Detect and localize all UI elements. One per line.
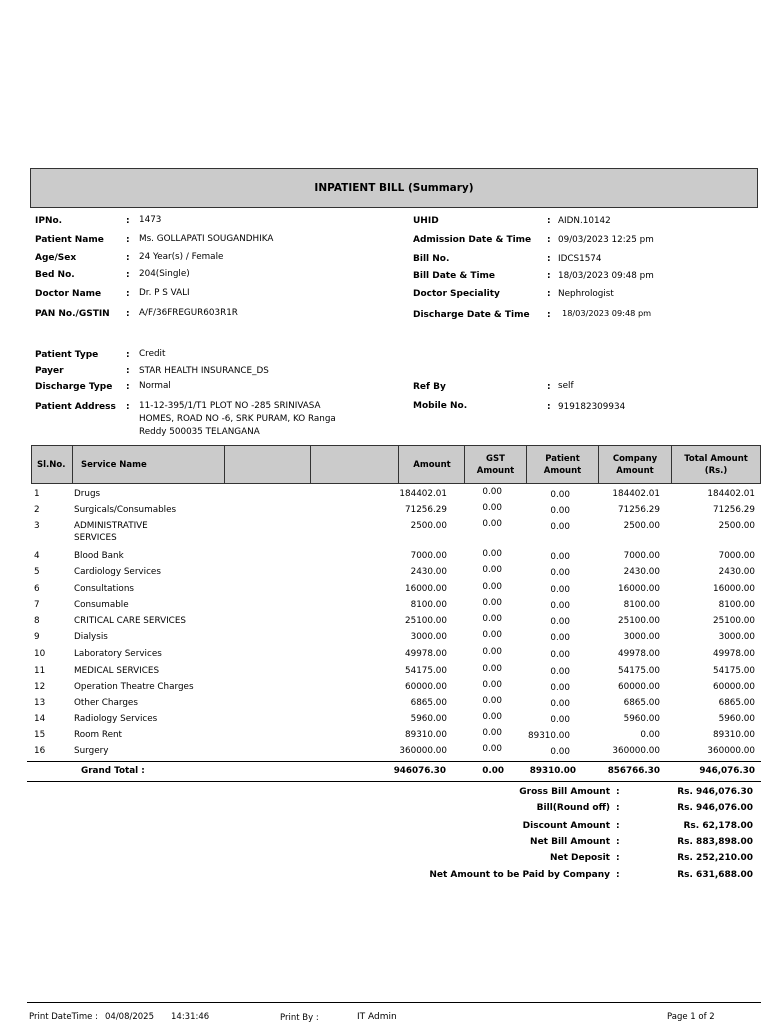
cell-service: Surgicals/Consumables (74, 505, 177, 515)
summary-value: Rs. 946,076.00 (677, 803, 753, 813)
cell-company: 5960.00 (623, 714, 660, 724)
cell-total: 6865.00 (718, 698, 755, 708)
cell-amount: 49978.00 (405, 649, 447, 659)
colon: : (547, 235, 551, 245)
summary-value: Rs. 946,076.30 (677, 787, 753, 797)
bill-no-value: IDCS1574 (558, 254, 602, 264)
uhid-value: AIDN.10142 (558, 216, 611, 226)
page-number: Page 1 of 2 (667, 1012, 715, 1022)
cell-company: 49978.00 (618, 649, 660, 659)
summary-value: Rs. 883,898.00 (677, 837, 753, 847)
cell-service: Consultations (74, 584, 134, 594)
summary-label: Net Bill Amount (530, 837, 610, 847)
cell-total: 2430.00 (718, 567, 755, 577)
doctor-speciality-label: Doctor Speciality (413, 289, 500, 299)
cell-patient: 0.00 (550, 490, 570, 500)
cell-service: Other Charges (74, 698, 138, 708)
cell-gst: 0.00 (482, 487, 502, 497)
cell-company: 60000.00 (618, 682, 660, 692)
colon: : (126, 309, 130, 319)
colon: : (126, 366, 130, 376)
bill-datetime-label: Bill Date & Time (413, 271, 496, 281)
cell-amount: 71256.29 (405, 505, 447, 515)
cell-service: Room Rent (74, 730, 123, 740)
cell-total: 71256.29 (713, 505, 755, 515)
cell-total: 360000.00 (707, 746, 755, 756)
cell-company: 2430.00 (623, 567, 660, 577)
patient-type-label: Patient Type (35, 350, 99, 360)
cell-patient: 89310.00 (528, 731, 570, 741)
colon: : (547, 271, 551, 281)
summary-label: Discount Amount (522, 821, 610, 831)
cell-gst: 0.00 (482, 598, 502, 608)
print-date: 04/08/2025 (105, 1012, 154, 1022)
pan-gstin-value: A/F/36FREGUR603R1R (139, 308, 238, 318)
cell-sl: 2 (34, 505, 40, 515)
summary-label: Net Deposit (549, 853, 610, 863)
cell-amount: 60000.00 (405, 682, 447, 692)
cell-total: 60000.00 (713, 682, 755, 692)
discharge-datetime-label: Discharge Date & Time (413, 310, 530, 320)
print-time: 14:31:46 (171, 1012, 210, 1022)
colon: : (126, 402, 130, 412)
cell-service-continued: SERVICES (74, 533, 117, 543)
cell-gst: 0.00 (482, 680, 502, 690)
cell-gst: 0.00 (482, 712, 502, 722)
ipno-value: 1473 (139, 215, 162, 225)
uhid-label: UHID (413, 216, 439, 226)
address-line: Reddy 500035 TELANGANA (139, 427, 260, 437)
summary-label: Net Amount to be Paid by Company (429, 870, 610, 880)
colon: : (126, 270, 130, 280)
mobile-no-value: 919182309934 (558, 402, 626, 412)
payer-label: Payer (35, 366, 64, 376)
ipno-label: IPNo. (35, 216, 63, 226)
grand-total-gst: 0.00 (482, 766, 504, 776)
doctor-name-label: Doctor Name (35, 289, 102, 299)
cell-gst: 0.00 (482, 728, 502, 738)
cell-company: 25100.00 (618, 616, 660, 626)
cell-patient: 0.00 (550, 667, 570, 677)
cell-amount: 54175.00 (405, 666, 447, 676)
patient-address-value (139, 400, 349, 439)
col-header-blank (224, 446, 311, 483)
grand-total-bottom-rule (27, 781, 761, 782)
grand-total-top-rule (27, 761, 761, 762)
patient-name-value: Ms. GOLLAPATI SOUGANDHIKA (139, 234, 274, 244)
cell-total: 2500.00 (718, 521, 755, 531)
pan-gstin-label: PAN No./GSTIN (35, 309, 110, 319)
col-header-gst-amount: GST Amount (464, 446, 526, 483)
cell-amount: 89310.00 (405, 730, 447, 740)
cell-total: 5960.00 (718, 714, 755, 724)
cell-amount: 8100.00 (410, 600, 447, 610)
cell-amount: 3000.00 (410, 632, 447, 642)
cell-company: 0.00 (640, 730, 660, 740)
cell-amount: 6865.00 (410, 698, 447, 708)
col-header-total-amount: Total Amount (Rs.) (671, 446, 760, 483)
cell-patient: 0.00 (550, 585, 570, 595)
colon: : (547, 216, 551, 226)
cell-total: 25100.00 (713, 616, 755, 626)
age-sex-value: 24 Year(s) / Female (139, 252, 224, 262)
bed-no-value: 204(Single) (139, 269, 190, 279)
cell-total: 184402.01 (707, 489, 755, 499)
cell-patient: 0.00 (550, 650, 570, 660)
cell-gst: 0.00 (482, 565, 502, 575)
cell-sl: 5 (34, 567, 40, 577)
bill-datetime-value: 18/03/2023 09:48 pm (558, 271, 654, 281)
cell-sl: 4 (34, 551, 40, 561)
cell-service: ADMINISTRATIVE (74, 521, 148, 531)
summary-value: Rs. 631,688.00 (677, 870, 753, 880)
col-header-slno: Sl.No. (37, 459, 66, 470)
colon: : (616, 870, 620, 880)
patient-name-label: Patient Name (35, 235, 104, 245)
cell-patient: 0.00 (550, 568, 570, 578)
cell-gst: 0.00 (482, 503, 502, 513)
grand-total-label: Grand Total : (81, 766, 145, 776)
cell-sl: 6 (34, 584, 40, 594)
colon: : (126, 253, 130, 263)
address-line: 11-12-395/1/T1 PLOT NO -285 SRINIVASA (139, 401, 321, 411)
col-header-blank (310, 446, 399, 483)
cell-sl: 9 (34, 632, 40, 642)
cell-gst: 0.00 (482, 549, 502, 559)
discharge-datetime-value: 18/03/2023 09:48 pm (562, 308, 652, 318)
cell-gst: 0.00 (482, 647, 502, 657)
cell-patient: 0.00 (550, 522, 570, 532)
cell-amount: 184402.01 (399, 489, 447, 499)
cell-service: Consumable (74, 600, 129, 610)
cell-sl: 15 (34, 730, 46, 740)
cell-sl: 10 (34, 649, 46, 659)
colon: : (126, 289, 130, 299)
cell-service: Blood Bank (74, 551, 124, 561)
cell-service: Drugs (74, 489, 101, 499)
cell-company: 16000.00 (618, 584, 660, 594)
ref-by-label: Ref By (413, 382, 446, 392)
cell-service: Operation Theatre Charges (74, 682, 194, 692)
print-datetime-label: Print DateTime : (29, 1012, 98, 1022)
summary-value: Rs. 252,210.00 (677, 853, 753, 863)
cell-total: 89310.00 (713, 730, 755, 740)
colon: : (616, 803, 620, 813)
doctor-speciality-value: Nephrologist (558, 289, 614, 299)
cell-patient: 0.00 (550, 617, 570, 627)
cell-total: 54175.00 (713, 666, 755, 676)
cell-amount: 2430.00 (410, 567, 447, 577)
cell-total: 16000.00 (713, 584, 755, 594)
cell-amount: 7000.00 (410, 551, 447, 561)
doctor-name-value: Dr. P S VALI (139, 288, 190, 298)
cell-amount: 2500.00 (410, 521, 447, 531)
footer-rule (27, 1002, 761, 1003)
cell-service: Dialysis (74, 632, 108, 642)
grand-total-amount: 946076.30 (393, 766, 446, 776)
payer-value: STAR HEALTH INSURANCE_DS (139, 366, 269, 376)
cell-patient: 0.00 (550, 601, 570, 611)
cell-amount: 16000.00 (405, 584, 447, 594)
cell-company: 2500.00 (623, 521, 660, 531)
cell-patient: 0.00 (550, 715, 570, 725)
cell-total: 3000.00 (718, 632, 755, 642)
colon: : (126, 235, 130, 245)
cell-gst: 0.00 (482, 664, 502, 674)
cell-service: Laboratory Services (74, 649, 162, 659)
colon: : (616, 821, 620, 831)
cell-total: 49978.00 (713, 649, 755, 659)
grand-total-total: 946,076.30 (699, 766, 755, 776)
admission-datetime-value: 09/03/2023 12:25 pm (558, 235, 654, 245)
summary-value: Rs. 62,178.00 (683, 821, 753, 831)
print-by-label: Print By : (280, 1013, 319, 1023)
cell-amount: 25100.00 (405, 616, 447, 626)
colon: : (547, 402, 551, 412)
age-sex-label: Age/Sex (35, 253, 77, 263)
cell-company: 3000.00 (623, 632, 660, 642)
cell-gst: 0.00 (482, 744, 502, 754)
cell-sl: 14 (34, 714, 46, 724)
colon: : (126, 350, 130, 360)
colon: : (616, 787, 620, 797)
cell-gst: 0.00 (482, 582, 502, 592)
address-line: HOMES, ROAD NO -6, SRK PURAM, KO Ranga (139, 414, 336, 424)
cell-company: 54175.00 (618, 666, 660, 676)
discharge-type-label: Discharge Type (35, 382, 113, 392)
grand-total-patient: 89310.00 (529, 766, 576, 776)
table-header (31, 445, 761, 484)
cell-company: 7000.00 (623, 551, 660, 561)
colon: : (547, 254, 551, 264)
cell-company: 71256.29 (618, 505, 660, 515)
cell-sl: 13 (34, 698, 46, 708)
cell-sl: 11 (34, 666, 46, 676)
cell-sl: 1 (34, 489, 40, 499)
cell-amount: 360000.00 (399, 746, 447, 756)
cell-patient: 0.00 (550, 747, 570, 757)
cell-gst: 0.00 (482, 696, 502, 706)
cell-sl: 16 (34, 746, 46, 756)
cell-service: Surgery (74, 746, 109, 756)
colon: : (616, 853, 620, 863)
cell-company: 360000.00 (612, 746, 660, 756)
cell-service: Cardiology Services (74, 567, 161, 577)
summary-label: Bill(Round off) (536, 803, 610, 813)
bill-no-label: Bill No. (413, 254, 450, 264)
cell-gst: 0.00 (482, 614, 502, 624)
patient-type-value: Credit (139, 349, 166, 359)
bill-title: INPATIENT BILL (Summary) (30, 168, 758, 208)
cell-gst: 0.00 (482, 519, 502, 529)
col-header-company-amount: Company Amount (598, 446, 671, 483)
cell-gst: 0.00 (482, 630, 502, 640)
cell-patient: 0.00 (550, 699, 570, 709)
discharge-type-value: Normal (139, 381, 171, 391)
colon: : (616, 837, 620, 847)
cell-service: CRITICAL CARE SERVICES (74, 616, 186, 626)
cell-service: MEDICAL SERVICES (74, 666, 160, 676)
bed-no-label: Bed No. (35, 270, 75, 280)
colon: : (547, 310, 551, 320)
cell-company: 8100.00 (623, 600, 660, 610)
col-header-patient-amount: Patient Amount (526, 446, 598, 483)
cell-patient: 0.00 (550, 552, 570, 562)
grand-total-company: 856766.30 (607, 766, 660, 776)
colon: : (547, 289, 551, 299)
print-by-value: IT Admin (357, 1012, 397, 1022)
colon: : (547, 382, 551, 392)
col-header-amount: Amount (398, 446, 465, 483)
cell-sl: 12 (34, 682, 46, 692)
cell-sl: 8 (34, 616, 40, 626)
cell-company: 6865.00 (623, 698, 660, 708)
cell-patient: 0.00 (550, 683, 570, 693)
cell-sl: 3 (34, 521, 40, 531)
colon: : (126, 382, 130, 392)
summary-label: Gross Bill Amount (519, 787, 610, 797)
colon: : (126, 216, 130, 226)
cell-company: 184402.01 (612, 489, 660, 499)
patient-address-label: Patient Address (35, 402, 116, 412)
cell-service: Radiology Services (74, 714, 158, 724)
mobile-no-label: Mobile No. (413, 401, 468, 411)
cell-patient: 0.00 (550, 506, 570, 516)
ref-by-value: self (558, 381, 574, 391)
cell-total: 7000.00 (718, 551, 755, 561)
admission-datetime-label: Admission Date & Time (413, 235, 532, 245)
cell-total: 8100.00 (718, 600, 755, 610)
cell-sl: 7 (34, 600, 40, 610)
cell-patient: 0.00 (550, 633, 570, 643)
col-header-service-name: Service Name (72, 446, 224, 483)
cell-amount: 5960.00 (410, 714, 447, 724)
